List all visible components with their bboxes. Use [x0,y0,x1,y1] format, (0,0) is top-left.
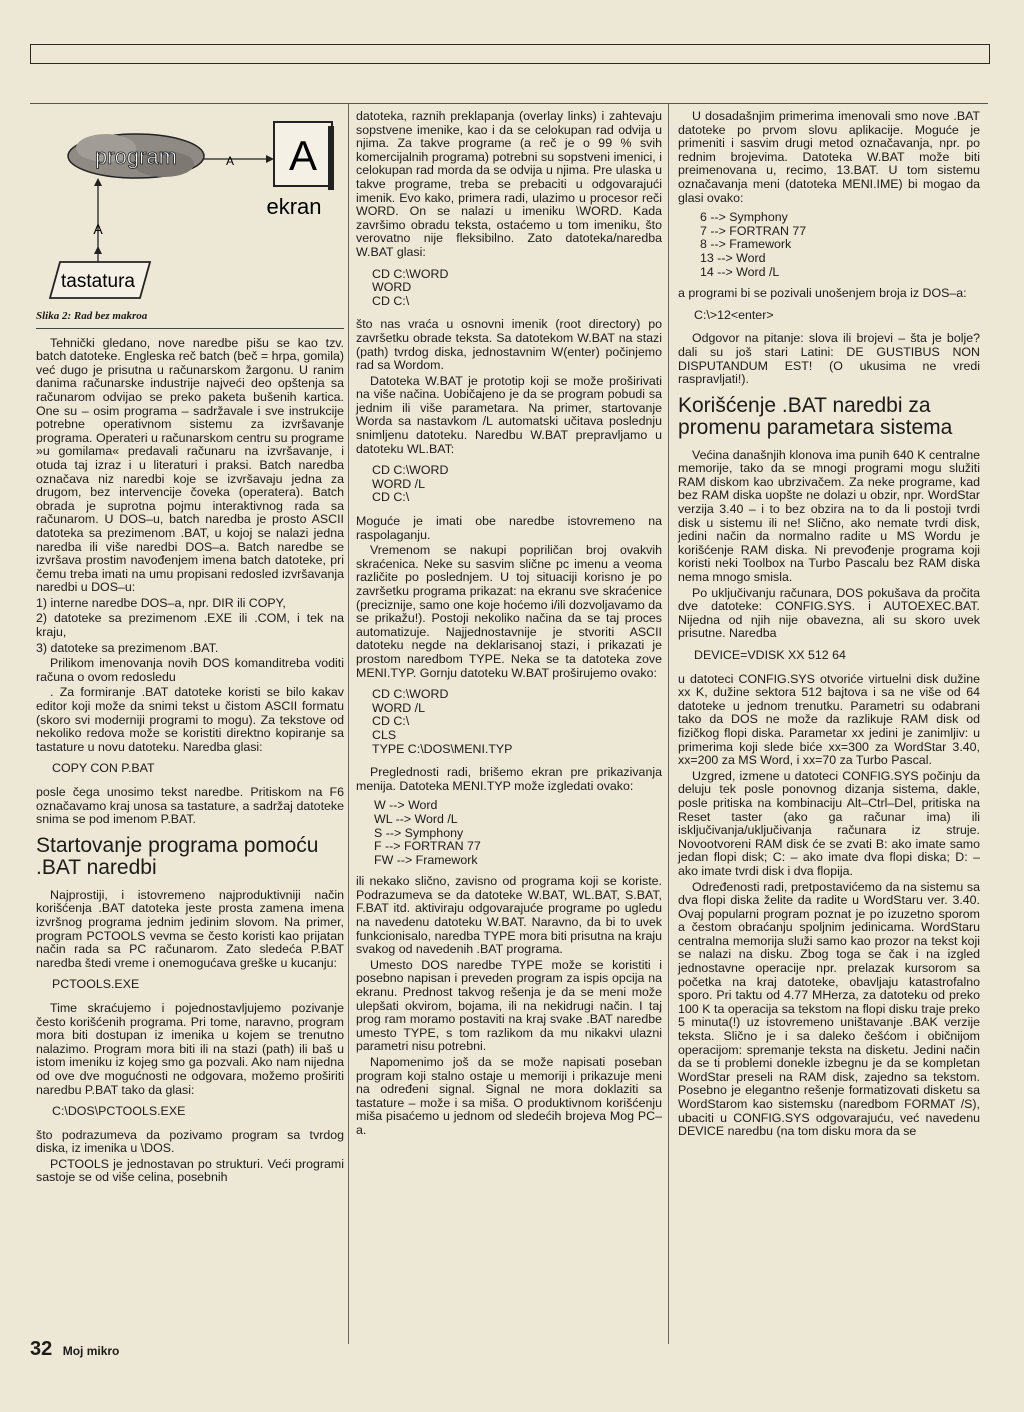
menu-line: W --> Word [374,798,438,813]
menu-listing [374,799,662,867]
menu-line: S --> Symphony [374,825,464,840]
menu-line: FW --> Framework [374,852,478,867]
arrow-label-top: A [225,154,235,168]
code-line: WORD [372,280,412,295]
code-block [52,978,344,992]
paragraph: Određenosti radi, pretpostavićemo da na sistemu sa dva flopi diska želite da radite u WordStaru ver. 3.40. Ovaj popularni program poznat je po izuzetno sporom a čestom obraćanju spoljnim jedinicama. WordStaru centralna memorija služi samo kao prozor na tekst koji se nalazi na disku. Zbog toga se čak i na izgled jednostavne operacije npr. prelazak kursorom sa početka na kraj datoteke, obavljaju katastrofalno sporo. Pri taktu od 4.77 MHerza, za datoteku od preko 100 K ta operacija sa tekstom na flopi disku traje preko 5 minuta(!) uz istovremeno uništavanje .BAK verzije teksta. Slično je i sa daleko češćom i običnijom operacijom: spremanje teksta na disketu. Jedini način da se ti problemi donekle izbegnu je da se kompletan WordStar preseli na RAM disk, zajedno sa tekstom. Posebno je elegantno rešenje formatizovati disketu sa WordStarom kao sistemsku (naredbom FORMAT /S), ubaciti u CONFIG.SYS odgovarajuću, već navedenu DEVICE naredbu (na tom disku mora da se [678,879,980,1139]
paragraph: Većina današnjih klonova ima punih 640 K centralne memorije, tako da se mnogi programi mogu služiti RAM diskom kao ubrzivačem. Za neke programe, kad bez RAM diska uopšte ne dolazi u obzir, npr. WordStar verzija 3.40 – i to bez obzira na to da li postoji tvrdi disk u sistemu ili ne! Slično, ako nemate tvrdi disk, jedini način da normalno radite u MS Wordu je korišćenje RAM diska. Ni prevođenje programa koji koristi neki Toolbox na Turbo Pascalu bez RAM diska nema mnogo smisla. [678,447,980,585]
arrow-label-left: A [93,221,103,237]
code-block [52,762,344,776]
paragraph: Moguće je imati obe naredbe istovremeno na raspolaganju. [356,514,662,542]
page-footer [30,1338,119,1361]
list-item: 3) datoteke sa prezimenom .BAT. [36,640,219,655]
paragraph: Umesto DOS naredbe TYPE može se koristiti i posebno napisan i preveden program za ispis opcija na ekranu. Prednost takvog rešenja je da se meni može ulepšati okvirom, bojama, ili na nekidrugi način. I taj prog ram moramo postaviti na kraj svake .BAT naredbe umesto TYPE, s tom razlikom da mu nikakvi ulazni parametri nisu potrebni. [356,957,662,1054]
code-block [372,268,662,309]
screen-label: ekran [266,194,322,219]
paragraph: . Za formiranje .BAT datoteke koristi se bilo kakav editor koji može da snimi tekst u čistom ASCII formatu (skoro svi moderniji programi to mogu). Za tekstove od nekoliko redova može se koristiti direktno kopiranje sa tastature u novu datoteku. Naredba glasi: [36,685,344,754]
keyboard-label: tastatura [61,271,135,292]
paragraph: Time skraćujemo i pojednostavljujemo pozivanje često korišćenih programa. Pri tome, naravno, program mora biti dostupan iz imenika u kojem se trenutno nalazimo. Program mora biti ili na stazi (path) ili baš u istom imeniku iz kojeg smo ga pozvali. Ako nam nijedna od ove dve mogućnosti ne odgovara, možemo proširiti naredbu P.BAT tako da glasi: [36,1000,344,1097]
paragraph: Tehnički gledano, nove naredbe pišu se kao tzv. batch datoteke. Engleska reč batch (beč = hrpa, gomila) već dugo je prisutna u računarskom žargonu. U ranim danima računarske industrije najveći deo opštenja sa računarom odvijao se preko paketa bušenih kartica. One su – osim programa – sadržavale i sve instrukcije potrebne operativnom sistemu za izvršavanje programa. Operateri u računarskom centru su programe »u gomilama« predavali računaru na izvršavanje, i otuda taj izraz i u literaturi i praksi. Batch naredba označava niz naredbi koje se izvršavaju jedna za drugom, bez intervencije čoveka (operatera). Batch obrada je suprotna pojmu interaktivnog rada sa računarom. U DOS–u, batch naredba je prosto ASCII datoteka sa prezimenom .BAT, u kojoj se nalazi jedna naredba ili više naredbi DOS–a. Batch naredbe se izvršava prostim navođenjem imena batch datoteke, pri čemu treba imati na umu propisani redosled izvršavanja naredbi u DOS–u: [36,335,344,595]
diagram-svg [36,104,344,304]
code-line: WORD /L [372,476,426,491]
paragraph: ili nekako slično, zavisno od programa koji se koriste. Podrazumeva se da datoteke W.BAT, WL.BAT, S.BAT, F.BAT itd. aktiviraju odgovarajuće programe po ugledu na navedenu datoteku W.BAT. Naravno, da bi to uvek funkcionisalo, naredba TYPE mora biti prisutna na kraju svakog od navedenih .BAT programa. [356,874,662,957]
magazine-name: Moj mikro [62,1344,120,1358]
arrowhead-up-1 [94,178,102,186]
arrowhead-up-2 [94,246,102,254]
code-line: CD C:\ [372,490,410,505]
section-heading: Startovanje programa pomoću .BAT naredbi [36,833,319,879]
code-line: PCTOOLS.EXE [52,977,140,992]
paragraph: Najprostiji, i istovremeno najproduktivniji način korišćenja .BAT datoteka jeste prosta zamena imena izvršnog programa jednim jedinim slovom. Na primer, program PCTOOLS vevma se često koristi kao prijatan način rada sa PC računarom. Zato sledeća P.BAT naredba štedi vreme i onemogućava greške u kucanju: [36,887,344,970]
menu-line: 13 --> Word [700,250,766,265]
arrowhead-right [266,155,274,163]
column-divider-1 [348,104,349,1344]
paragraph: što nas vraća u osnovni imenik (root directory) po završetku obrade teksta. Sa datotekom W.BAT na stazi (path) tvrdog diska, jednostavnim W(enter) počinjemo rad sa Wordom. [356,317,662,373]
menu-line: WL --> Word /L [374,811,458,826]
code-line: WORD /L [372,700,426,715]
paragraph: posle čega unosimo tekst naredbe. Pritiskom na F6 označavamo kraj unosa sa tastature, a sadržaj datoteke snima se pod imenom P.BAT. [36,785,344,827]
code-block [694,649,980,663]
code-block [694,309,980,323]
code-line: TYPE C:\DOS\MENI.TYP [372,741,513,756]
paragraph: PCTOOLS je jednostavan po strukturi. Veći programi sastoje se od više celina, posebnih [36,1156,344,1185]
paragraph: Prilikom imenovanja novih DOS komanditreba voditi računa o ovom redosledu [36,656,344,684]
menu-line: 6 --> Symphony [700,210,788,225]
paragraph: Po uključivanju računara, DOS pokušava da pročita dve datoteke: CONFIG.SYS. i AUTOEXEC.BAT. Nijedna od njih nije obavezna, ali su skoro uvek prisutne. Naredba [678,585,980,641]
paragraph: Uzgred, izmene u datoteci CONFIG.SYS počinju da deluju tek posle ponovnog dizanja sistema, dakle, posle pritiska na kombinaciju Alt–Ctrl–Del, pritiska na Reset taster (ako ga računar ima) ili isključivanja/uključivanja računara iz struje. Novootvoreni RAM disk će se zvati B: ako imate samo jedan flopi disk; C: – ako imate dva flopi diska; D: – ako imate tvrdi disk i dva flopija. [678,768,980,878]
caption-rule [36,328,344,329]
code-line: C:\>12<enter> [694,307,774,322]
figure-diagram [36,104,344,304]
code-line: C:\DOS\PCTOOLS.EXE [52,1104,186,1119]
code-line: CD C:\WORD [372,463,449,478]
column-1 [36,104,344,1187]
code-line: CD C:\ [372,714,410,729]
paragraph: Preglednosti radi, brišemo ekran pre prikazivanja menija. Datoteka MENI.TYP može izgledati ovako: [356,765,662,793]
key-shadow [328,126,334,190]
list-item: 1) interne naredbe DOS–a, npr. DIR ili COPY, [36,595,286,610]
key-label: A [288,132,318,179]
code-line: CD C:\WORD [372,687,449,702]
code-line: DEVICE=VDISK XX 512 64 [694,648,846,662]
program-label: program [95,144,177,169]
code-line: CD C:\ [372,293,410,308]
code-block [372,688,662,756]
paragraph: Vremenom se nakupi popriličan broj ovakvih skraćenica. Neke su sasvim slične pc imenu a veoma različite po poslednjem. U toj situaciji korisno je po završetku programa prikazat: na ekranu sve skraćenice (preciznije, samo one koje hoćemo i/ili dozvoljavamo da se prikažu!). Postoji nekoliko načina da se taj proces automatizuje. Najjednostavnije je stvoriti ASCII datoteku negde na deklarisanoj stazi, i prikazati je prostom naredbom TYPE. Neka se ta datoteka zove MENI.TYP. Gornju datoteku W.BAT proširujemo ovako: [356,543,662,680]
paragraph: u datoteci CONFIG.SYS otvoriće virtuelni disk dužine xx K, dužine sektora 512 bajtova i sa ne više od 64 datoteke u jednom trenutku. Parametri su odabrani tako da DOS ne može da razlikuje RAM disk od fizičkog flopi diska. Parametar xx jedini je zanimljiv: u primerima koji slede biće xx=300 za WordStar 3.40, xx=200 za MS Word, i xx=70 za Turbo Pascal. [678,671,980,768]
paragraph: Napomenimo još da se može napisati poseban program koji stalno ostaje u memoriji i prikazuje meni na određeni signal. Signal ne mora doklaziti sa tastature – može i sa miša. O produktivnom korišćenju miša pisaćemo u jednom od sledećih brojeva Mog PC–a. [356,1055,662,1137]
figure-caption: Slika 2: Rad bez makroa [36,310,148,322]
paragraph: što podrazumeva da pozivamo program sa tvrdog diska, iz imenika u \DOS. [36,1127,344,1156]
paragraph: U dosadašnjim primerima imenovali smo nove .BAT datoteke po prvom slovu aplikacije. Moguće je primeniti i sasvim drugi metod označavanja, npr. po rednim brojevima. Datoteka W.BAT može biti preimenovana u, recimo, 13.BAT. U tom sistemu označavanja meni (datoteka MENI.IME) bi mogao da glasi ovako: [678,109,980,205]
paragraph: Odgovor na pitanje: slova ili brojevi – šta je bolje? dali su još stari Latini: DE GUSTIBUS NON DISPUTANDUM EST! (O ukusima ne vredi raspravljati!). [678,331,980,387]
code-block [52,1105,344,1119]
code-block [372,464,662,505]
menu-line: 14 --> Word /L [700,264,780,279]
menu-line: 8 --> Framework [700,237,792,252]
list-item: 2) datoteke sa prezimenom .EXE ili .COM, i tek na kraju, [36,611,344,640]
column-3 [678,110,980,1141]
page-number: 32 [30,1338,53,1360]
header-frame [30,44,990,64]
column-2 [356,110,662,1140]
code-line: CD C:\WORD [372,266,449,281]
code-line: CLS [372,727,397,742]
section-heading: Korišćenje .BAT naredbi za promenu parametara sistema [678,393,953,439]
menu-line: F --> FORTRAN 77 [374,839,481,854]
paragraph: a programi bi se pozivali unošenjem broja iz DOS–a: [678,286,967,301]
menu-listing [700,211,980,279]
menu-line: 7 --> FORTRAN 77 [700,223,807,238]
code-line: COPY CON P.BAT [52,761,155,776]
paragraph: datoteka, raznih preklapanja (overlay links) i zahtevaju sopstvene imenike, kao i da se celokupan rad odvija u njima. Za takve programe (a reč je o 99 % svih komercijalnih programa) potrebni su sopstveni imenici, i celokupan rad morda da se odvija u njima. Pre ulaska u takve programe, treba se prebaciti u odgovarajući imenik. Evo kako, primera radi, ulazimo u procesor reči WORD. On se nalazi u imeniku \WORD. Kada završimo obradu teksta, ostaćemo u tom imeniku, što verovatno nije fleksibilno. Zato datoteka/naredba W.BAT glasi: [356,109,662,259]
paragraph: Datoteka W.BAT je prototip koji se može proširivati na više načina. Uobičajeno je da se program pobudi sa jednim ili više parametara. Na primer, startovanje Worda sa nastavkom /L automatski učitava poslednju snimljenu datoteku. Naredbu W.BAT prepravljamo u datoteku WL.BAT: [356,373,662,456]
column-divider-2 [668,104,669,1344]
